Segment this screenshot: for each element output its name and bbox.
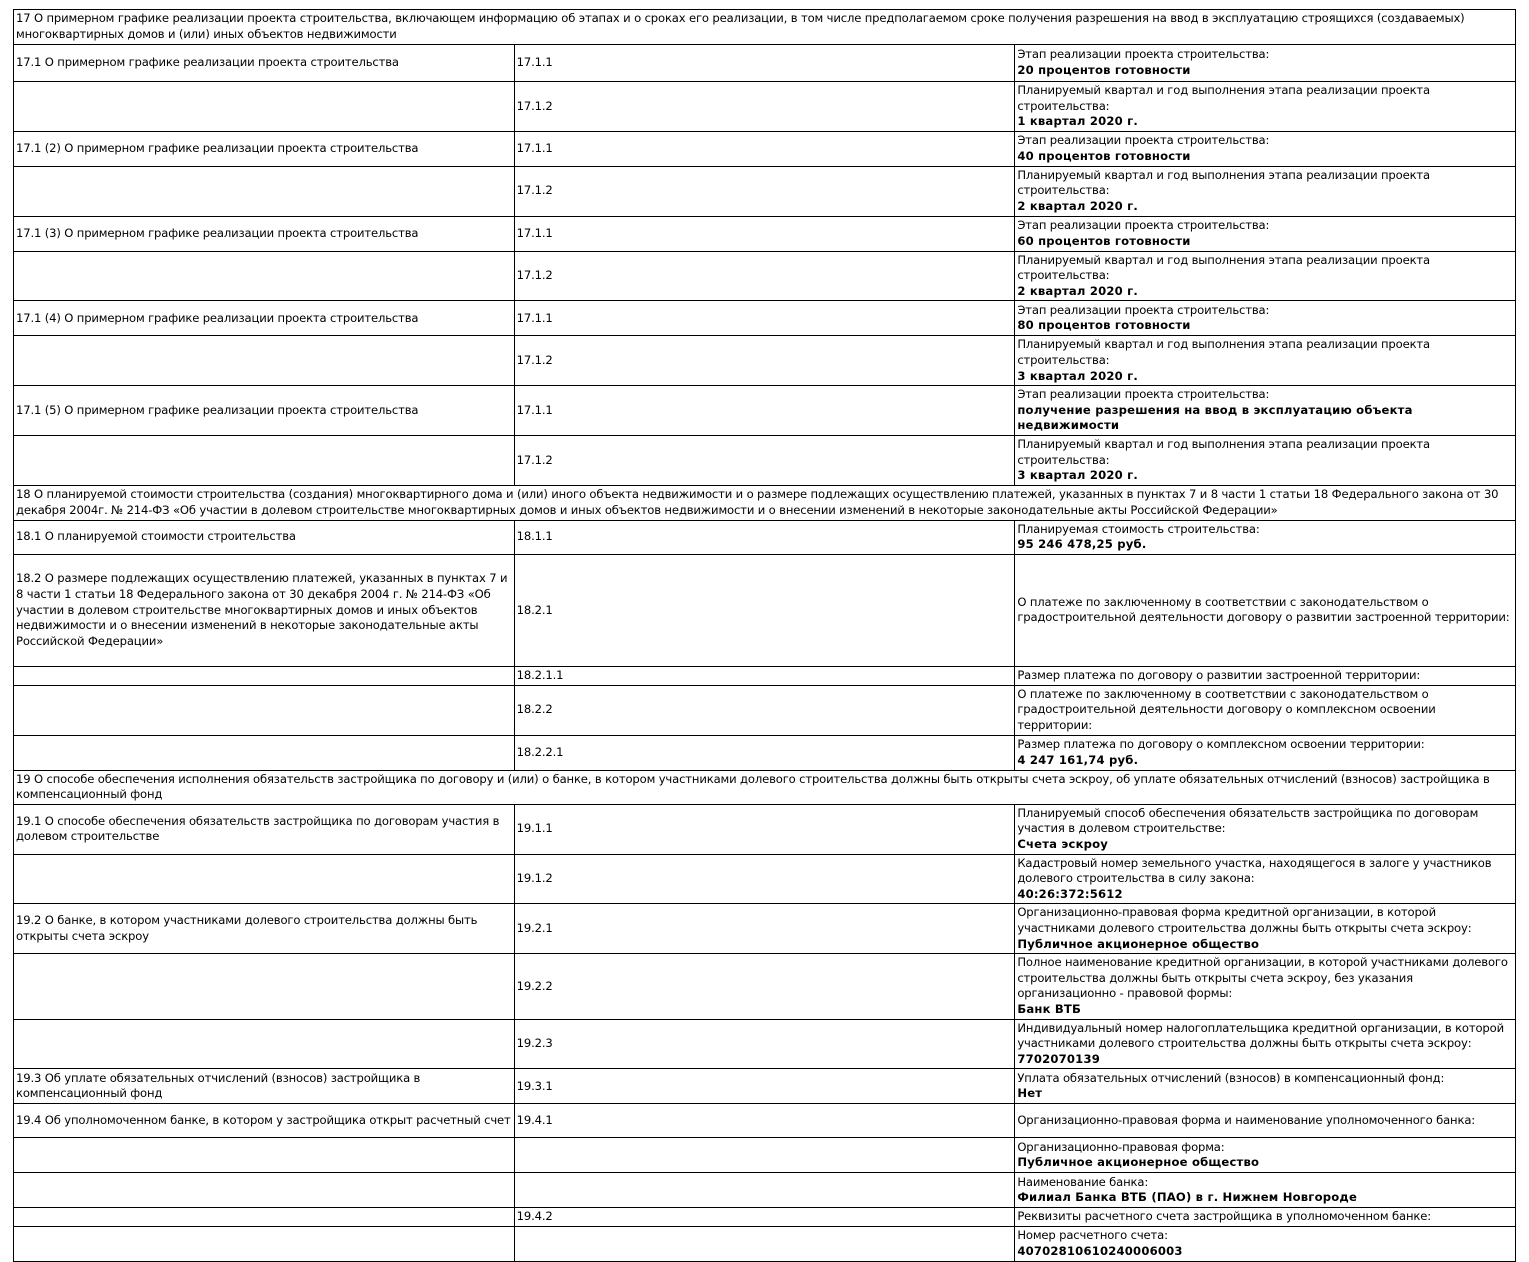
subsection-title: [14, 954, 515, 1019]
table-row: [14, 216, 1516, 251]
item-content: [1015, 166, 1516, 216]
item-value: 80 процентов готовности: [1017, 318, 1191, 333]
item-value: получение разрешения на ввод в эксплуатацию объекта недвижимости: [1017, 402, 1413, 433]
section-header-row: [14, 485, 1516, 520]
table-row: [14, 854, 1516, 904]
table-row: [14, 45, 1516, 82]
item-content: [1015, 131, 1516, 166]
item-value: Публичное акционерное общество: [1017, 936, 1260, 951]
item-label: Размер платежа по договору о комплексном освоении территории:: [1017, 737, 1425, 752]
item-number: 18.2.1.1: [514, 666, 1015, 685]
item-label: О платеже по заключенному в соответствии с законодательством о градостроительной деятельности договору о развитии застроенной территории:: [1017, 594, 1510, 625]
subsection-title: [14, 735, 515, 770]
item-number: 17.1.2: [514, 435, 1015, 485]
item-value: Счета эскроу: [1017, 837, 1109, 852]
table-row: [14, 1226, 1516, 1261]
subsection-title: 19.3 Об уплате обязательных отчислений (взносов) застройщика в компенсационный фонд: [14, 1069, 515, 1104]
item-label: Кадастровый номер земельного участка, находящегося в залоге у участников долевого строительства в силу закона:: [1017, 855, 1492, 886]
item-number: 19.1.2: [514, 854, 1015, 904]
item-label: Планируемый квартал и год выполнения этапа реализации проекта строительства:: [1017, 83, 1430, 113]
item-value: Публичное акционерное общество: [1017, 1155, 1260, 1170]
subsection-title: 18.2 О размере подлежащих осуществлению платежей, указанных в пунктах 7 и 8 части 1 статьи 18 Федерального закона от 30 декабря 2004 г. № 214-ФЗ «Об участии в долевом строительстве многоквартирных домов и иных объектов недвижимости и о внесении изменений в некоторые законодательные акты Российской Федерации»: [14, 554, 515, 666]
item-value: 60 процентов готовности: [1017, 233, 1191, 248]
table-row: [14, 554, 1516, 666]
item-content: [1015, 954, 1516, 1019]
subsection-title: [14, 1226, 515, 1261]
item-label: Индивидуальный номер налогоплательщика кредитной организации, в которой участниками долевого строительства должны быть открыты счета эскроу:: [1017, 1020, 1504, 1051]
item-number: 19.2.3: [514, 1019, 1015, 1069]
item-content: [1015, 904, 1516, 954]
item-content: [1015, 804, 1516, 854]
item-value: Банк ВТБ: [1017, 1001, 1082, 1016]
item-number: 19.4.2: [514, 1208, 1015, 1227]
item-label: Планируемый квартал и год выполнения этапа реализации проекта строительства:: [1017, 252, 1430, 283]
item-content: [1015, 1019, 1516, 1069]
item-value: 95 246 478,25 руб.: [1017, 537, 1147, 552]
item-label: Уплата обязательных отчислений (взносов) в компенсационный фонд:: [1017, 1070, 1445, 1085]
table-row: [14, 336, 1516, 386]
item-value: 40702810610240006003: [1017, 1243, 1183, 1258]
table-row: [14, 1069, 1516, 1104]
table-row: [14, 166, 1516, 216]
subsection-title: [14, 1208, 515, 1227]
item-value: 40 процентов готовности: [1017, 148, 1191, 163]
item-label: Полное наименование кредитной организации, в которой участниками долевого строительства должны быть открыты счета эскроу, без указания организационно - правовой формы:: [1017, 955, 1508, 1001]
item-label: Организационно-правовая форма кредитной организации, в которой участниками долевого строительства должны быть открыты счета эскроу:: [1017, 905, 1472, 935]
item-label: Размер платежа по договору о развитии застроенной территории:: [1017, 668, 1421, 683]
item-content: [1015, 685, 1516, 735]
table-row: [14, 82, 1516, 132]
subsection-title: [14, 336, 515, 386]
section-title: 18 О планируемой стоимости строительства (создания) многоквартирного дома и (или) иного объекта недвижимости и о размере подлежащих осуществлению платежей, указанных в пунктах 7 и 8 части 1 статьи 18 Федерального закона от 30 декабря 2004г. № 214-ФЗ «Об участии в долевом строительстве многоквартирных домов и иных объектов недвижимости и о внесении изменений в некоторые законодательные акты Российской Федерации»: [14, 485, 1516, 520]
subsection-title: [14, 666, 515, 685]
item-label: О платеже по заключенному в соответствии с законодательством о градостроительной деятельности договору о комплексном освоении территории:: [1017, 686, 1436, 733]
subsection-title: [14, 435, 515, 485]
item-value: 4 247 161,74 руб.: [1017, 752, 1139, 767]
item-content: [1015, 666, 1516, 685]
item-content: [1015, 435, 1516, 485]
item-label: Организационно-правовая форма и наименование уполномоченного банка:: [1017, 1113, 1476, 1128]
subsection-title: 17.1 О примерном графике реализации проекта строительства: [14, 45, 515, 82]
table-row: [14, 904, 1516, 954]
table-row: [14, 435, 1516, 485]
subsection-title: 19.2 О банке, в котором участниками долевого строительства должны быть открыты счета эскроу: [14, 904, 515, 954]
table-row: [14, 685, 1516, 735]
item-label: Наименование банка:: [1017, 1174, 1149, 1189]
table-row: [14, 251, 1516, 301]
table-row: [14, 735, 1516, 770]
table-row: [14, 386, 1516, 436]
item-content: [1015, 336, 1516, 386]
table-row: [14, 520, 1516, 554]
item-label: Планируемый квартал и год выполнения этапа реализации проекта строительства:: [1017, 337, 1430, 367]
item-content: [1015, 216, 1516, 251]
item-label: Этап реализации проекта строительства:: [1017, 217, 1270, 232]
table-row: [14, 1104, 1516, 1138]
table-row: [14, 1019, 1516, 1069]
item-content: [1015, 45, 1516, 82]
item-number: [514, 1226, 1015, 1261]
item-content: [1015, 1173, 1516, 1208]
item-label: Планируемый квартал и год выполнения этапа реализации проекта строительства:: [1017, 167, 1430, 198]
item-number: 18.2.2: [514, 685, 1015, 735]
item-number: [514, 1138, 1015, 1173]
item-content: [1015, 1104, 1516, 1138]
table-row: [14, 1208, 1516, 1227]
table-row: [14, 1173, 1516, 1208]
item-label: Этап реализации проекта строительства:: [1017, 133, 1270, 148]
item-number: 18.2.2.1: [514, 735, 1015, 770]
item-content: [1015, 1069, 1516, 1104]
section-title: 19 О способе обеспечения исполнения обязательств застройщика по договору и (или) о банке, в котором участниками долевого строительства должны быть открыты счета эскроу, об уплате обязательных отчислений (взносов) застройщика в компенсационный фонд: [14, 770, 1516, 804]
item-content: [1015, 554, 1516, 666]
item-number: 19.2.2: [514, 954, 1015, 1019]
item-value: Нет: [1017, 1086, 1043, 1101]
subsection-title: 17.1 (4) О примерном графике реализации проекта строительства: [14, 301, 515, 336]
subsection-title: [14, 854, 515, 904]
item-number: 17.1.1: [514, 301, 1015, 336]
item-content: [1015, 520, 1516, 554]
table-row: [14, 301, 1516, 336]
item-content: [1015, 1208, 1516, 1227]
item-number: 18.1.1: [514, 520, 1015, 554]
item-number: 17.1.2: [514, 251, 1015, 301]
subsection-title: [14, 1173, 515, 1208]
item-content: [1015, 735, 1516, 770]
item-number: 19.4.1: [514, 1104, 1015, 1138]
item-value: 20 процентов готовности: [1017, 63, 1191, 77]
subsection-title: [14, 251, 515, 301]
item-label: Этап реализации проекта строительства:: [1017, 387, 1270, 402]
item-number: 17.1.1: [514, 386, 1015, 436]
item-number: 17.1.2: [514, 336, 1015, 386]
item-value: 3 квартал 2020 г.: [1017, 468, 1138, 483]
subsection-title: 19.1 О способе обеспечения обязательств застройщика по договорам участия в долевом строительстве: [14, 804, 515, 854]
item-content: [1015, 1226, 1516, 1261]
item-value: 1 квартал 2020 г.: [1017, 114, 1138, 129]
subsection-title: 17.1 (5) О примерном графике реализации проекта строительства: [14, 386, 515, 436]
item-number: 17.1.2: [514, 166, 1015, 216]
item-number: 19.1.1: [514, 804, 1015, 854]
item-label: Планируемая стоимость строительства:: [1017, 521, 1260, 536]
section-header-row: [14, 10, 1516, 45]
project-declaration-table: [13, 9, 1516, 1262]
item-content: [1015, 301, 1516, 336]
item-number: [514, 1173, 1015, 1208]
table-row: [14, 666, 1516, 685]
item-number: 18.2.1: [514, 554, 1015, 666]
item-label: Номер расчетного счета:: [1017, 1228, 1168, 1243]
section-title: 17 О примерном графике реализации проекта строительства, включающем информацию об этапах и о сроках его реализации, в том числе предполагаемом сроке получения разрешения на ввод в эксплуатацию строящихся (создаваемых) многоквартирных домов и (или) иных объектов недвижимости: [14, 10, 1516, 45]
item-value: 2 квартал 2020 г.: [1017, 198, 1138, 213]
item-number: 17.1.2: [514, 82, 1015, 132]
item-content: [1015, 251, 1516, 301]
subsection-title: [14, 166, 515, 216]
item-label: Этап реализации проекта строительства:: [1017, 302, 1270, 317]
item-label: Планируемый квартал и год выполнения этапа реализации проекта строительства:: [1017, 436, 1430, 467]
item-number: 17.1.1: [514, 131, 1015, 166]
subsection-title: [14, 82, 515, 132]
item-number: 17.1.1: [514, 45, 1015, 82]
subsection-title: [14, 1138, 515, 1173]
item-content: [1015, 82, 1516, 132]
table-row: [14, 131, 1516, 166]
table-row: [14, 1138, 1516, 1173]
subsection-title: 18.1 О планируемой стоимости строительства: [14, 520, 515, 554]
subsection-title: 17.1 (3) О примерном графике реализации проекта строительства: [14, 216, 515, 251]
item-label: Этап реализации проекта строительства:: [1017, 47, 1270, 62]
item-label: Планируемый способ обеспечения обязательств застройщика по договорам участия в долевом строительстве:: [1017, 805, 1479, 836]
table-row: [14, 804, 1516, 854]
item-value: Филиал Банка ВТБ (ПАО) в г. Нижнем Новгороде: [1017, 1190, 1358, 1205]
section-header-row: [14, 770, 1516, 804]
item-content: [1015, 1138, 1516, 1173]
subsection-title: [14, 685, 515, 735]
item-content: [1015, 386, 1516, 436]
item-value: 3 квартал 2020 г.: [1017, 368, 1138, 383]
item-value: 40:26:372:5612: [1017, 886, 1123, 901]
item-number: 19.3.1: [514, 1069, 1015, 1104]
item-number: 17.1.1: [514, 216, 1015, 251]
item-value: 7702070139: [1017, 1051, 1100, 1066]
item-label: Организационно-правовая форма:: [1017, 1139, 1225, 1154]
subsection-title: 19.4 Об уполномоченном банке, в котором у застройщика открыт расчетный счет: [14, 1104, 515, 1138]
table-row: [14, 954, 1516, 1019]
subsection-title: 17.1 (2) О примерном графике реализации проекта строительства: [14, 131, 515, 166]
item-value: 2 квартал 2020 г.: [1017, 283, 1138, 298]
item-content: [1015, 854, 1516, 904]
item-number: 19.2.1: [514, 904, 1015, 954]
item-label: Реквизиты расчетного счета застройщика в уполномоченном банке:: [1017, 1209, 1431, 1224]
subsection-title: [14, 1019, 515, 1069]
